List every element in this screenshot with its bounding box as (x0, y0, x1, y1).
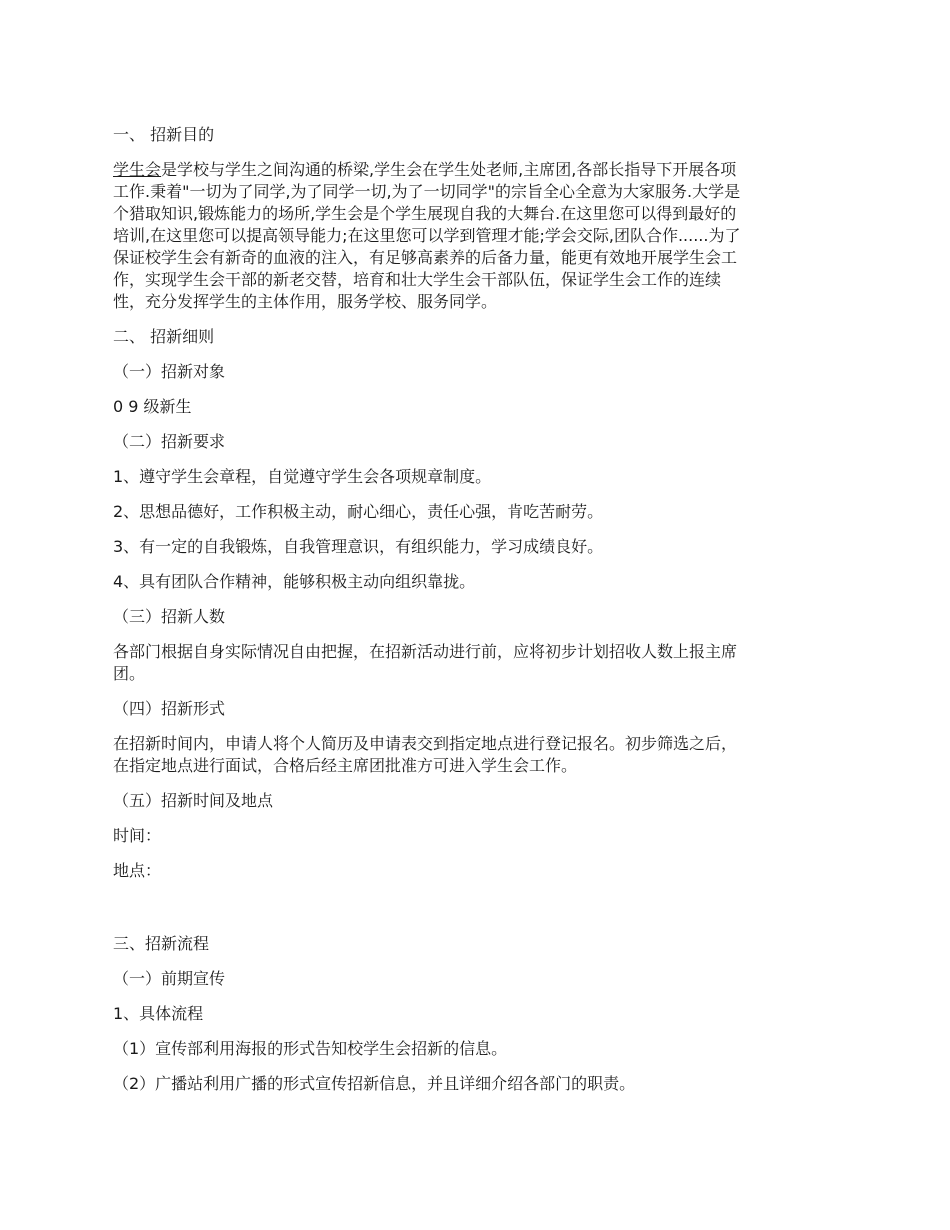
section-heading-process: 三、招新流程 (113, 934, 210, 953)
section-heading-rules: 二、 招新细则 (113, 327, 215, 346)
requirement-item: 3、有一定的自我锻炼，自我管理意识，有组织能力，学习成绩良好。 (113, 537, 604, 556)
process-item: （1）宣传部利用海报的形式告知校学生会招新的信息。 (113, 1039, 508, 1058)
subheading-headcount: （三）招新人数 (113, 607, 226, 626)
requirement-item: 2、思想品德好，工作积极主动，耐心细心，责任心强，肯吃苦耐劳。 (113, 502, 604, 521)
document-page (113, 124, 841, 1108)
time-label: 时间： (113, 826, 162, 845)
requirement-item: 4、具有团队合作精神，能够积极主动向组织靠拢。 (113, 572, 476, 591)
subheading-requirements: （二）招新要求 (113, 432, 226, 451)
headcount-paragraph: 各部门根据自身实际情况自由把握，在招新活动进行前，应将初步计划招收人数上报主席 团。 (113, 642, 738, 683)
subheading-target: （一）招新对象 (113, 362, 226, 381)
place-label: 地点： (113, 861, 162, 880)
subheading-specific-process: 1、具体流程 (113, 1004, 204, 1023)
spacer (113, 895, 841, 933)
process-item: （2）广播站利用广播的形式宣传招新信息，并且详细介绍各部门的职责。 (113, 1074, 636, 1093)
purpose-paragraph: 学生会是学校与学生之间沟通的桥梁,学生会在学生处老师,主席团,各部长指导下开展各项 工作.秉着"一切为了同学,为了同学一切,为了一切同学"的宗旨全心全意为大家服务.大学是 个猎取知识,锻炼能力的场所,学生会是个学生展现自我的大舞台.在这里您可以得到最好的 培训,在这里您可以提高领导能力;在这里您可以学到管理才能;学会交际,团队合作......为了 保证校学生会有新奇的血液的注入，有足够高素养的后备力量，能更有效地开展学生会工 作，实现学生会干部的新老交替，培育和壮大学生会干部队伍，保证学生会工作的连续 性，充分发挥学生的主体作用，服务学校、服务同学。 (113, 160, 741, 311)
subheading-time-place: （五）招新时间及地点 (113, 791, 274, 810)
subheading-promotion: （一）前期宣传 (113, 969, 226, 988)
format-paragraph: 在招新时间内，申请人将个人简历及申请表交到指定地点进行登记报名。初步筛选之后， 在指定地点进行面试，合格后经主席团批准方可进入学生会工作。 (113, 734, 738, 775)
subheading-format: （四）招新形式 (113, 699, 226, 718)
requirement-item: 1、遵守学生会章程，自觉遵守学生会各项规章制度。 (113, 467, 492, 486)
section-heading-purpose: 一、 招新目的 (113, 125, 215, 144)
target-text: 0 9 级新生 (113, 397, 192, 416)
student-union-link[interactable]: 学生会 (113, 160, 162, 179)
